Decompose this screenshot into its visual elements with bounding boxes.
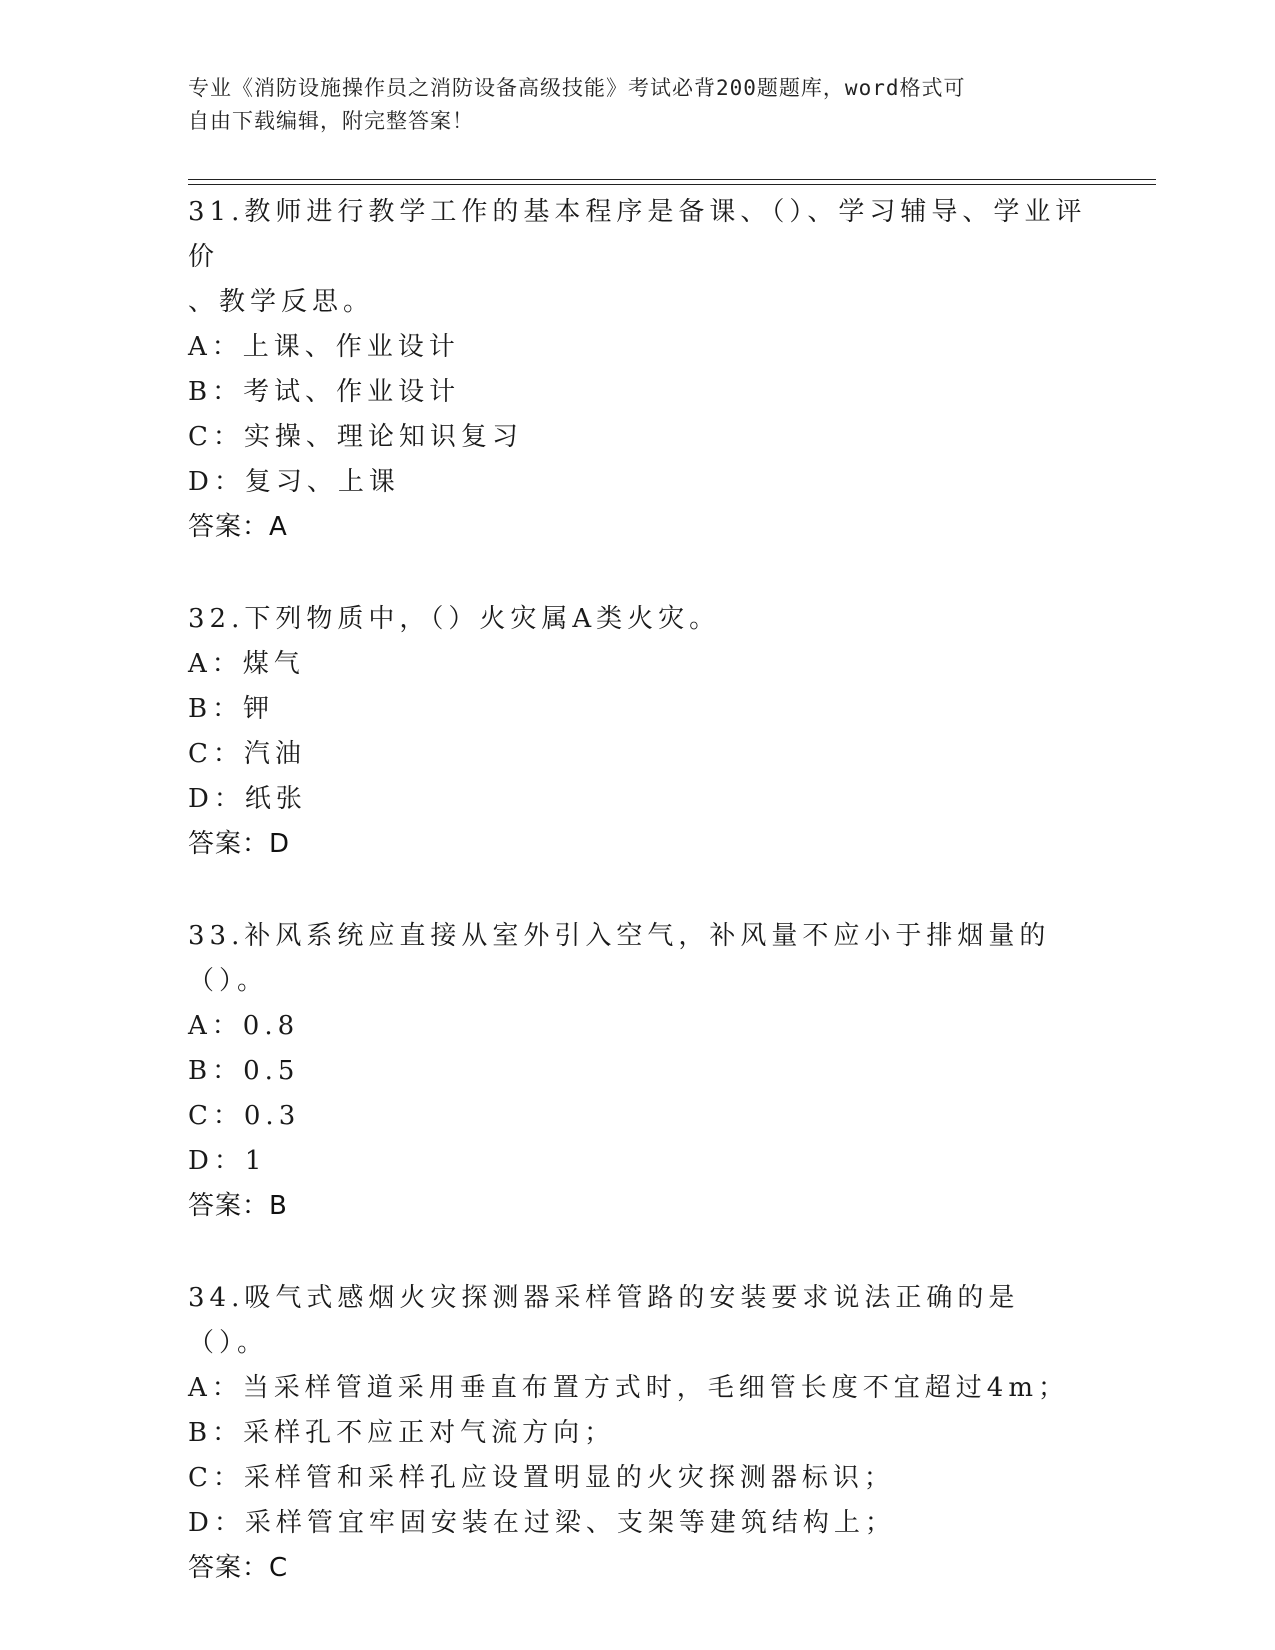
question-34 xyxy=(188,1276,1088,1591)
option-b: B：钾 xyxy=(188,694,275,724)
header-divider-top xyxy=(188,179,1156,180)
option-c: C：0.3 xyxy=(188,1101,301,1131)
question-33 xyxy=(188,914,1088,1229)
option-b: B：采样孔不应正对气流方向； xyxy=(188,1418,616,1448)
option-a: A：0.8 xyxy=(188,1011,300,1041)
option-d: D：采样管宜牢固安装在过梁、支架等建筑结构上； xyxy=(188,1508,896,1538)
option-c: C：汽油 xyxy=(188,739,306,769)
header-divider-bottom xyxy=(188,184,1156,185)
question-stem: 31.教师进行教学工作的基本程序是备课、（）、学习辅导、学业评价 xyxy=(188,197,1087,272)
option-c: C：采样管和采样孔应设置明显的火灾探测器标识； xyxy=(188,1463,895,1493)
option-a: A：煤气 xyxy=(188,649,305,679)
option-d: D：1 xyxy=(188,1146,267,1176)
question-stem: 33.补风系统应直接从室外引入空气，补风量不应小于排烟量的（）。 xyxy=(188,921,1051,996)
answer: 答案：A xyxy=(188,512,288,542)
header-line-1: 专业《消防设施操作员之消防设备高级技能》考试必背200题题库，word格式可 xyxy=(188,76,966,100)
document-header xyxy=(188,72,1068,138)
question-list xyxy=(188,190,1088,1591)
option-b: B：0.5 xyxy=(188,1056,300,1086)
question-32 xyxy=(188,597,1088,867)
question-spacer xyxy=(188,867,1088,914)
question-31 xyxy=(188,190,1088,550)
option-a: A：上课、作业设计 xyxy=(188,332,460,362)
option-b: B：考试、作业设计 xyxy=(188,377,461,407)
header-line-2: 自由下载编辑，附完整答案！ xyxy=(188,109,474,133)
option-a: A：当采样管道采用垂直布置方式时，毛细管长度不宜超过4m； xyxy=(188,1373,1069,1403)
answer: 答案：B xyxy=(188,1191,288,1221)
question-spacer xyxy=(188,550,1088,597)
answer: 答案：D xyxy=(188,829,291,859)
question-spacer xyxy=(188,1229,1088,1276)
question-stem: 34.吸气式感烟火灾探测器采样管路的安装要求说法正确的是（）。 xyxy=(188,1283,1020,1358)
option-d: D：纸张 xyxy=(188,784,307,814)
question-stem: 32.下列物质中，（）火灾属A类火灾。 xyxy=(188,604,721,634)
option-d: D：复习、上课 xyxy=(188,467,400,497)
question-stem-continued: 、教学反思。 xyxy=(188,287,375,317)
option-c: C：实操、理论知识复习 xyxy=(188,422,523,452)
answer: 答案：C xyxy=(188,1553,289,1583)
